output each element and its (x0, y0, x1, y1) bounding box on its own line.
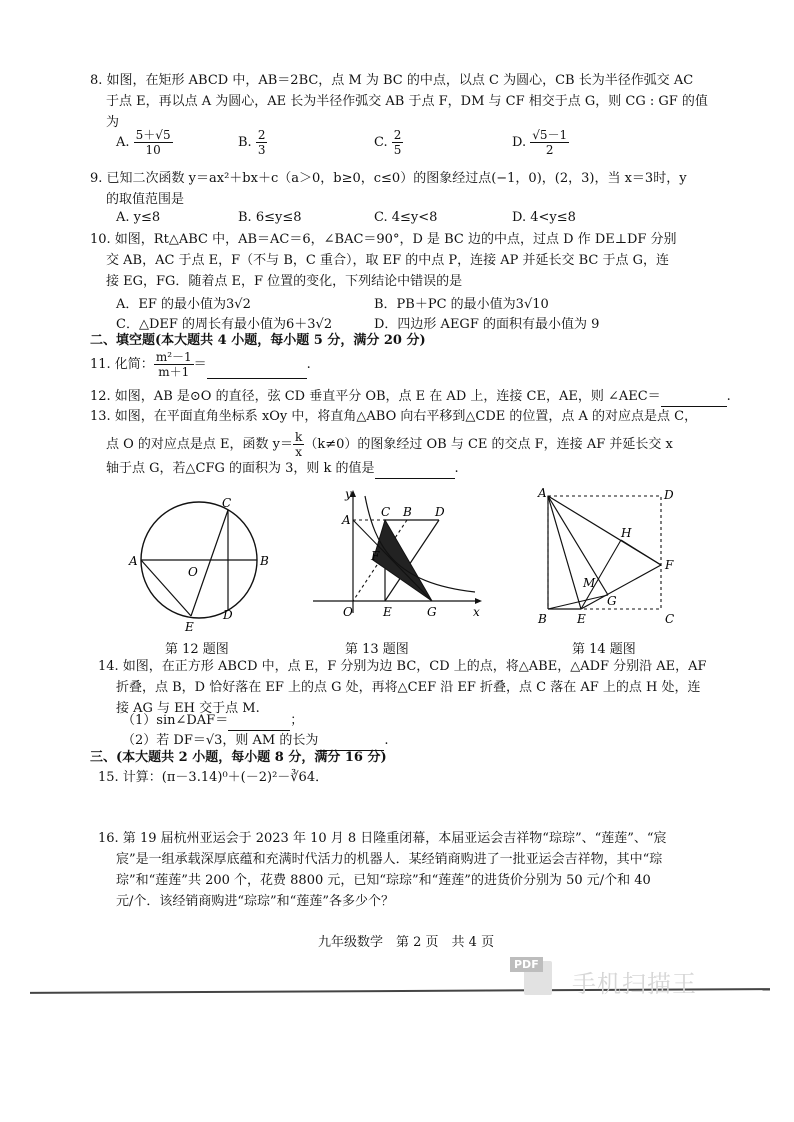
option-d: D. $\frac{√5-1}{2}$ (512, 128, 568, 157)
question-13-line1: 13. 如图，在平面直角坐标系 xOy 中，将直角△ABO 向右平移到△CDE 的位置，点 A 的对应点是点 C， (90, 409, 698, 424)
label-c: C (381, 505, 391, 519)
watermark-text: 手机扫描王 (572, 970, 697, 998)
label-a: A (538, 486, 547, 500)
label-x: x (473, 605, 480, 619)
section-2-heading: 二、填空题(本大题共 4 小题，每小题 5 分，满分 20 分) (90, 333, 426, 348)
label-h: H (621, 526, 632, 540)
figure-14-caption: 第 14 题图 (572, 642, 636, 657)
label-f: F (371, 549, 380, 563)
label-d: D (435, 505, 445, 519)
pdf-badge-icon: PDF (510, 955, 556, 997)
question-13-line2: 点 O 的对应点是点 E，函数 y＝ $\frac{k}{x}$ （k≠0）的图象经过 OB 与 CE 的交点 F，连接 AF 并延长交 x (106, 430, 673, 459)
option-d: D．四边形 AEGF 的面积有最小值为 9 (374, 317, 600, 332)
figure-13 (305, 488, 490, 623)
question-15: 15. 计算：(π－3.14)⁰＋(－2)²－∛64． (98, 770, 329, 785)
question-14-line2: 折叠，点 B，D 恰好落在 EF 上的点 G 处，再将△CEF 沿 EF 折叠，点 C 落在 AF 上的点 H 处，连 (116, 680, 701, 695)
label-m: M (583, 576, 596, 590)
option-b: B. 6≤y≤8 (238, 210, 302, 225)
figure-12-caption: 第 12 题图 (165, 642, 229, 657)
label-o: O (343, 605, 353, 619)
option-b: B. $\frac{2}{3}$ (238, 128, 266, 157)
figure-12 (125, 495, 275, 635)
page-footer: 九年级数学 第 2 页 共 4 页 (318, 935, 495, 950)
question-8-line1: 8. 如图，在矩形 ABCD 中，AB＝2BC，点 M 为 BC 的中点，以点 C 为圆心，CB 长为半径作弧交 AC (90, 73, 694, 88)
option-d: D. 4<y≤8 (512, 210, 576, 225)
label-c: C (222, 496, 232, 510)
question-14-line1: 14. 如图，在正方形 ABCD 中，点 E，F 分别为边 BC，CD 上的点，将△ABE，△ADF 分别沿 AE，AF (98, 659, 707, 674)
question-16-line4: 元/个．该经销商购进“琮琮”和“莲莲”各多少个？ (116, 894, 394, 909)
question-14-line3: 接 AG 与 EH 交于点 M. (116, 701, 260, 716)
label-e: E (383, 605, 392, 619)
question-10-line2: 交 AB，AC 于点 E，F（不与 B，C 重合），取 EF 的中点 P，连接 AP 并延长交 BC 于点 G，连 (106, 253, 670, 268)
question-10-line1: 10. 如图，Rt△ABC 中，AB＝AC＝6，∠BAC＝90°，D 是 BC 边的中点，过点 D 作 DE⊥DF 分别 (90, 232, 677, 247)
label-b: B (260, 554, 269, 568)
section-3-heading: 三、(本大题共 2 小题，每小题 8 分，满分 16 分) (90, 750, 387, 765)
question-8-line2: 于点 E，再以点 A 为圆心，AE 长为半径作弧交 AB 于点 F，DM 与 CF 相交于点 G，则 CG : GF 的值 (106, 94, 708, 109)
question-14-sub1: （1）sin∠DAF＝ ； (122, 710, 303, 731)
label-d: D (223, 608, 233, 622)
option-c: C. $\frac{2}{5}$ (374, 128, 402, 157)
label-b: B (403, 505, 412, 519)
label-y: y (345, 488, 352, 501)
question-16-line1: 16. 第 19 届杭州亚运会于 2023 年 10 月 8 日隆重闭幕，本届亚运会吉祥物“琮琮”、“莲莲”、“宸 (98, 831, 667, 846)
label-b: B (538, 612, 547, 626)
label-e: E (577, 612, 586, 626)
option-c: C. 4≤y<8 (374, 210, 438, 225)
segment-ce (191, 510, 228, 616)
question-10-line3: 接 EG，FG．随着点 E，F 位置的变化，下列结论中错误的是 (106, 274, 463, 289)
question-16-line2: 宸”是一组承载深厚底蕴和充满时代活力的机器人．某经销商购进了一批亚运会吉祥物，其中“琮 (116, 852, 663, 867)
option-b: B．PB＋PC 的最小值为3√10 (374, 297, 549, 312)
question-9-line1: 9. 已知二次函数 y＝ax²＋bx＋c（a＞0，b≥0，c≤0）的图象经过点(−1，0)，(2，3)，当 x＝3时，y (90, 171, 687, 186)
label-a: A (342, 513, 351, 527)
label-o: O (188, 565, 198, 579)
option-a: A. $\frac{5+√5}{10}$ (116, 128, 171, 157)
question-14-sub2: （2）若 DF＝√3，则 AM 的长为 . (122, 730, 389, 751)
option-c: C．△DEF 的周长有最小值为6＋3√2 (116, 317, 333, 332)
triangle-cfg (373, 520, 432, 601)
label-c: C (665, 612, 675, 626)
option-a: A．EF 的最小值为3√2 (116, 297, 251, 312)
label-f: F (665, 558, 674, 572)
question-12: 12. 如图，AB 是⊙O 的直径，弦 CD 垂直平分 OB，点 E 在 AD 上，连接 CE，AE，则 ∠AEC＝ . (90, 386, 731, 407)
question-16-line3: 琮”和“莲莲”共 200 个，花费 8800 元，已知“琮琮”和“莲莲”的进货价分别为 50 元/个和 40 (116, 873, 651, 888)
label-g: G (427, 605, 437, 619)
option-a: A. y≤8 (116, 210, 161, 225)
question-8-line3: 为 (106, 115, 120, 130)
question-11: 11. 化简： $\frac{\text{m²－1}}{m+1}$ ＝ . (90, 350, 311, 379)
label-e: E (185, 620, 194, 634)
question-13-line3: 轴于点 G，若△CFG 的面积为 3，则 k 的值是 . (106, 458, 459, 479)
label-g: G (607, 594, 617, 608)
label-d: D (664, 488, 674, 502)
figure-13-caption: 第 13 题图 (345, 642, 409, 657)
question-9-line2: 的取值范围是 (106, 192, 185, 207)
label-a: A (129, 554, 138, 568)
figure-14 (533, 485, 683, 630)
